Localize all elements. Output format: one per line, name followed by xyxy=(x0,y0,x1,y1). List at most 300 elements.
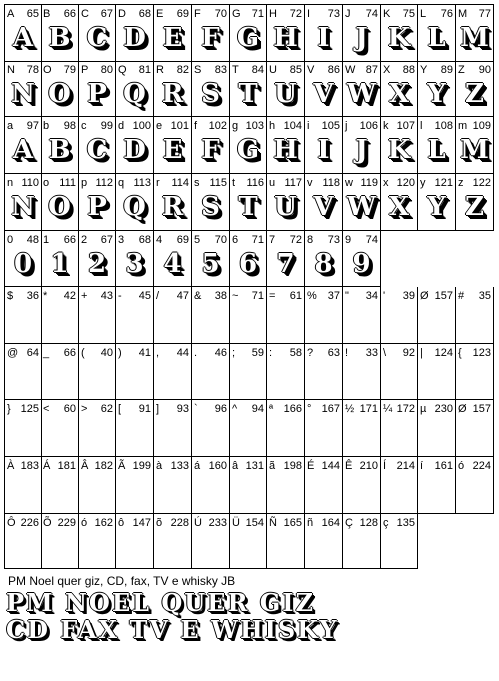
cell-char-code: 98 xyxy=(63,120,76,132)
cell-glyph-preview: I xyxy=(317,135,330,165)
cell-character: i xyxy=(307,120,310,132)
cell-char-code: 65 xyxy=(26,8,39,20)
charmap-cell xyxy=(456,457,494,514)
cell-glyph-preview: B xyxy=(48,135,71,165)
cell-label xyxy=(458,8,491,20)
cell-char-code: 87 xyxy=(365,64,378,76)
charmap-cell xyxy=(41,344,79,400)
cell-char-code: 58 xyxy=(289,347,302,359)
cell-char-code: 147 xyxy=(132,517,151,529)
cell-character: t xyxy=(232,177,236,189)
cell-character: d xyxy=(118,120,125,132)
cell-char-code: 82 xyxy=(176,64,189,76)
cell-character: \ xyxy=(383,347,387,359)
cell-character: Á xyxy=(43,460,51,472)
cell-character: Ñ xyxy=(269,517,277,529)
charmap-cell xyxy=(41,231,79,287)
charmap-cell xyxy=(456,117,494,174)
cell-character: Ø xyxy=(420,290,429,302)
cell-label xyxy=(458,290,491,302)
cell-character: à xyxy=(156,460,163,472)
cell-char-code: 80 xyxy=(100,64,113,76)
cell-label xyxy=(194,8,227,20)
charmap-cell xyxy=(154,514,192,569)
cell-char-code: 164 xyxy=(321,517,340,529)
cell-character: ° xyxy=(307,403,312,415)
cell-label xyxy=(118,234,151,246)
cell-char-code: 43 xyxy=(100,290,113,302)
charmap-cell xyxy=(381,174,418,231)
charmap-cell xyxy=(116,231,154,287)
charmap-cell xyxy=(116,344,154,400)
charmap-cell xyxy=(41,457,79,514)
cell-label xyxy=(156,234,189,246)
cell-label xyxy=(420,290,453,302)
cell-label xyxy=(307,460,340,472)
cell-char-code: 165 xyxy=(283,517,302,529)
charmap-cell xyxy=(305,117,343,174)
cell-char-code: 116 xyxy=(246,177,264,189)
cell-char-code: 228 xyxy=(170,517,189,529)
charmap-cell xyxy=(116,514,154,569)
cell-character: P xyxy=(81,64,89,76)
cell-char-code: 34 xyxy=(365,290,378,302)
cell-char-code: 88 xyxy=(402,64,415,76)
cell-character: m xyxy=(458,120,468,132)
charmap-cell xyxy=(116,174,154,231)
cell-character: s xyxy=(194,177,200,189)
cell-character: Ú xyxy=(194,517,202,529)
cell-character: D xyxy=(118,8,126,20)
cell-label xyxy=(43,517,76,529)
cell-char-code: 224 xyxy=(472,460,491,472)
cell-char-code: 89 xyxy=(440,64,453,76)
cell-glyph-preview: E xyxy=(162,135,183,165)
cell-character: n xyxy=(7,177,14,189)
charmap-cell xyxy=(4,117,42,174)
cell-char-code: 77 xyxy=(478,8,491,20)
cell-char-code: 66 xyxy=(63,8,76,20)
cell-char-code: 120 xyxy=(396,177,415,189)
cell-label xyxy=(81,403,113,415)
cell-label xyxy=(458,64,491,76)
cell-label xyxy=(345,347,378,359)
charmap-cell xyxy=(456,344,494,400)
cell-label xyxy=(269,403,302,415)
charmap-cell xyxy=(456,174,494,231)
cell-label xyxy=(43,460,76,472)
cell-label xyxy=(156,177,189,189)
sample-rendered-line-2: CD FAX TV E WHISKY xyxy=(6,615,339,644)
cell-char-code: 72 xyxy=(289,234,302,246)
charmap-cell xyxy=(116,117,154,174)
cell-label xyxy=(345,177,378,189)
cell-character: . xyxy=(194,347,198,359)
cell-char-code: 69 xyxy=(176,234,189,246)
charmap-row xyxy=(4,514,494,569)
character-map-grid xyxy=(4,4,494,569)
cell-glyph-preview: E xyxy=(162,23,183,53)
cell-character: Õ xyxy=(43,517,52,529)
charmap-cell xyxy=(343,174,381,231)
cell-character: = xyxy=(269,290,276,302)
cell-character: U xyxy=(269,64,277,76)
cell-char-code: 198 xyxy=(283,460,302,472)
cell-label xyxy=(118,403,151,415)
charmap-cell xyxy=(192,514,230,569)
cell-char-code: 161 xyxy=(434,460,453,472)
cell-char-code: 154 xyxy=(245,517,264,529)
cell-label xyxy=(118,460,151,472)
cell-label xyxy=(7,64,39,76)
cell-character: 5 xyxy=(194,234,201,246)
cell-char-code: 167 xyxy=(321,403,340,415)
cell-glyph-preview: L xyxy=(427,135,446,165)
cell-char-code: 183 xyxy=(20,460,39,472)
cell-label xyxy=(81,8,113,20)
charmap-cell xyxy=(418,400,456,457)
charmap-cell xyxy=(230,457,267,514)
charmap-row xyxy=(4,4,494,61)
charmap-cell xyxy=(230,4,267,62)
cell-glyph-preview: A xyxy=(12,135,34,165)
cell-character: Ô xyxy=(7,517,16,529)
sample-rendered-line-1: PM NOEL QUER GIZ xyxy=(6,588,316,617)
cell-label xyxy=(81,460,113,472)
cell-label xyxy=(269,8,302,20)
cell-label xyxy=(194,120,227,132)
cell-label xyxy=(194,64,227,76)
cell-character: } xyxy=(7,403,11,415)
cell-char-code: 123 xyxy=(472,347,491,359)
cell-character: Y xyxy=(420,64,428,76)
cell-label xyxy=(269,347,302,359)
charmap-cell xyxy=(267,457,305,514)
cell-character: ó xyxy=(458,460,465,472)
cell-char-code: 48 xyxy=(26,234,39,246)
cell-character: k xyxy=(383,120,389,132)
charmap-cell xyxy=(4,231,42,287)
cell-glyph-preview: L xyxy=(427,23,446,53)
cell-glyph-preview: G xyxy=(236,23,260,53)
cell-char-code: 46 xyxy=(214,347,227,359)
cell-character: ª xyxy=(269,403,274,415)
cell-char-code: 37 xyxy=(327,290,340,302)
cell-character: > xyxy=(81,403,88,415)
cell-glyph-preview: S xyxy=(201,79,220,109)
charmap-cell xyxy=(418,174,456,231)
cell-char-code: 41 xyxy=(138,347,151,359)
cell-character: B xyxy=(43,8,51,20)
cell-character: { xyxy=(458,347,462,359)
charmap-cell xyxy=(381,117,418,174)
charmap-cell xyxy=(305,231,343,287)
cell-character: p xyxy=(81,177,88,189)
charmap-cell xyxy=(343,61,381,117)
cell-char-code: 91 xyxy=(138,403,151,415)
cell-glyph-preview: R xyxy=(161,79,184,109)
cell-character: Â xyxy=(81,460,89,472)
cell-label xyxy=(7,460,39,472)
charmap-cell xyxy=(343,4,381,62)
cell-label xyxy=(43,120,76,132)
cell-character: Ø xyxy=(458,403,467,415)
cell-character: ô xyxy=(118,517,125,529)
cell-char-code: 94 xyxy=(251,403,264,415)
charmap-cell xyxy=(456,400,494,457)
cell-char-code: 144 xyxy=(321,460,340,472)
cell-character: J xyxy=(345,8,351,20)
cell-character: " xyxy=(345,290,349,302)
cell-label xyxy=(383,177,415,189)
cell-character: ! xyxy=(345,347,349,359)
cell-character: 4 xyxy=(156,234,163,246)
cell-glyph-preview: J xyxy=(355,23,368,53)
charmap-cell xyxy=(41,400,79,457)
cell-char-code: 115 xyxy=(209,177,227,189)
cell-label xyxy=(81,120,113,132)
cell-char-code: 181 xyxy=(57,460,76,472)
cell-label xyxy=(420,347,453,359)
cell-label xyxy=(458,403,491,415)
cell-char-code: 83 xyxy=(214,64,227,76)
cell-label xyxy=(81,234,113,246)
charmap-cell xyxy=(343,514,381,569)
cell-label xyxy=(232,403,264,415)
cell-character: Z xyxy=(458,64,465,76)
cell-label xyxy=(7,290,39,302)
cell-character: b xyxy=(43,120,50,132)
charmap-cell xyxy=(267,344,305,400)
cell-label xyxy=(7,8,39,20)
cell-char-code: 71 xyxy=(251,8,264,20)
cell-character: L xyxy=(420,8,427,20)
cell-label xyxy=(156,64,189,76)
cell-character: * xyxy=(43,290,48,302)
charmap-cell xyxy=(4,4,42,62)
charmap-row xyxy=(4,174,494,231)
cell-character: K xyxy=(383,8,391,20)
cell-char-code: 114 xyxy=(171,177,189,189)
cell-label xyxy=(7,517,39,529)
charmap-cell xyxy=(79,4,116,62)
charmap-cell xyxy=(305,287,343,344)
cell-char-code: 111 xyxy=(59,177,76,189)
cell-char-code: 86 xyxy=(327,64,340,76)
cell-char-code: 79 xyxy=(63,64,76,76)
cell-char-code: 230 xyxy=(434,403,453,415)
cell-glyph-preview: X xyxy=(388,79,410,109)
cell-character: X xyxy=(383,64,391,76)
cell-char-code: 118 xyxy=(322,177,340,189)
cell-label xyxy=(307,120,340,132)
cell-label xyxy=(345,120,378,132)
charmap-cell xyxy=(267,117,305,174)
cell-label xyxy=(458,460,491,472)
cell-char-code: 112 xyxy=(95,177,113,189)
cell-character: C xyxy=(81,8,89,20)
cell-label xyxy=(345,234,378,246)
cell-character: ) xyxy=(118,347,122,359)
cell-label xyxy=(7,234,39,246)
cell-label xyxy=(383,8,415,20)
charmap-empty-cell xyxy=(456,514,494,569)
cell-character: Ü xyxy=(232,517,240,529)
charmap-cell xyxy=(79,117,116,174)
cell-char-code: 107 xyxy=(396,120,415,132)
cell-character: & xyxy=(194,290,202,302)
cell-glyph-preview: U xyxy=(274,192,297,222)
charmap-cell xyxy=(230,287,267,344)
cell-label xyxy=(307,234,340,246)
cell-glyph-preview: P xyxy=(87,192,107,222)
cell-character: I xyxy=(307,8,311,20)
cell-label xyxy=(345,517,378,529)
cell-character: $ xyxy=(7,290,14,302)
cell-char-code: 68 xyxy=(138,234,151,246)
cell-character: Ç xyxy=(345,517,353,529)
charmap-cell xyxy=(381,457,418,514)
charmap-cell xyxy=(381,4,418,62)
cell-label xyxy=(81,290,113,302)
cell-label xyxy=(307,8,340,20)
cell-character: í xyxy=(420,460,424,472)
cell-char-code: 226 xyxy=(20,517,39,529)
cell-character: â xyxy=(232,460,239,472)
cell-char-code: 74 xyxy=(365,234,378,246)
charmap-cell xyxy=(305,400,343,457)
cell-label xyxy=(81,517,113,529)
cell-character: / xyxy=(156,290,160,302)
cell-label xyxy=(232,517,264,529)
cell-label xyxy=(156,347,189,359)
cell-label xyxy=(118,290,151,302)
cell-glyph-preview: 3 xyxy=(125,249,144,279)
cell-glyph-preview: 1 xyxy=(50,249,69,279)
cell-char-code: 199 xyxy=(132,460,151,472)
cell-label xyxy=(420,120,453,132)
cell-label xyxy=(7,347,39,359)
cell-char-code: 99 xyxy=(100,120,113,132)
cell-glyph-preview: Y xyxy=(427,192,446,222)
cell-character: 2 xyxy=(81,234,88,246)
cell-label xyxy=(43,8,76,20)
cell-character: x xyxy=(383,177,389,189)
cell-character: u xyxy=(269,177,276,189)
charmap-cell xyxy=(192,231,230,287)
cell-character: - xyxy=(118,290,122,302)
cell-glyph-preview: T xyxy=(238,192,258,222)
cell-label xyxy=(118,64,151,76)
cell-character: T xyxy=(232,64,239,76)
cell-char-code: 124 xyxy=(434,347,453,359)
charmap-cell xyxy=(4,400,42,457)
charmap-cell xyxy=(230,344,267,400)
charmap-cell xyxy=(154,400,192,457)
cell-character: [ xyxy=(118,403,122,415)
cell-char-code: 131 xyxy=(245,460,264,472)
cell-character: 1 xyxy=(43,234,50,246)
charmap-cell xyxy=(116,287,154,344)
cell-character: < xyxy=(43,403,50,415)
cell-label xyxy=(232,347,264,359)
cell-label xyxy=(7,177,39,189)
cell-character: ç xyxy=(383,517,389,529)
cell-character: 8 xyxy=(307,234,314,246)
charmap-row xyxy=(4,117,494,174)
cell-label xyxy=(269,177,302,189)
cell-character: a xyxy=(7,120,14,132)
charmap-cell xyxy=(4,61,42,117)
cell-label xyxy=(81,64,113,76)
cell-char-code: 71 xyxy=(251,290,264,302)
cell-char-code: 90 xyxy=(478,64,491,76)
charmap-cell xyxy=(154,117,192,174)
cell-glyph-preview: B xyxy=(48,23,71,53)
charmap-cell xyxy=(192,117,230,174)
charmap-cell xyxy=(79,287,116,344)
cell-char-code: 78 xyxy=(26,64,39,76)
cell-glyph-preview: R xyxy=(161,192,184,222)
cell-char-code: 121 xyxy=(434,177,453,189)
cell-char-code: 162 xyxy=(94,517,113,529)
cell-character: ¼ xyxy=(383,403,393,415)
cell-char-code: 97 xyxy=(26,120,39,132)
cell-glyph-preview: 5 xyxy=(201,249,220,279)
cell-label xyxy=(118,177,151,189)
charmap-cell xyxy=(267,174,305,231)
cell-label xyxy=(194,347,227,359)
cell-glyph-preview: Z xyxy=(465,79,484,109)
charmap-cell xyxy=(4,287,42,344)
cell-glyph-preview: H xyxy=(273,135,298,165)
cell-char-code: 117 xyxy=(284,177,302,189)
cell-glyph-preview: 4 xyxy=(163,249,182,279)
charmap-cell xyxy=(154,287,192,344)
cell-character: _ xyxy=(43,347,50,359)
charmap-cell xyxy=(418,287,456,344)
cell-glyph-preview: W xyxy=(346,192,377,222)
cell-label xyxy=(156,517,189,529)
cell-char-code: 113 xyxy=(133,177,151,189)
cell-char-code: 59 xyxy=(251,347,264,359)
cell-label xyxy=(232,120,264,132)
charmap-cell xyxy=(192,457,230,514)
charmap-cell xyxy=(230,231,267,287)
cell-label xyxy=(420,64,453,76)
cell-glyph-preview: Z xyxy=(465,192,484,222)
cell-char-code: 108 xyxy=(434,120,453,132)
cell-character: y xyxy=(420,177,426,189)
charmap-cell xyxy=(4,514,42,569)
charmap-empty-cell xyxy=(381,231,418,287)
cell-char-code: 66 xyxy=(63,234,76,246)
charmap-empty-cell xyxy=(418,231,456,287)
charmap-cell xyxy=(41,4,79,62)
charmap-row xyxy=(4,231,494,287)
charmap-empty-cell xyxy=(418,514,456,569)
charmap-cell xyxy=(79,61,116,117)
charmap-cell xyxy=(79,514,116,569)
cell-glyph-preview: M xyxy=(460,135,489,165)
charmap-cell xyxy=(267,287,305,344)
charmap-cell xyxy=(192,61,230,117)
charmap-cell xyxy=(41,287,79,344)
cell-char-code: 172 xyxy=(396,403,415,415)
cell-char-code: 39 xyxy=(402,290,415,302)
cell-character: 3 xyxy=(118,234,125,246)
cell-glyph-preview: 2 xyxy=(87,249,107,279)
